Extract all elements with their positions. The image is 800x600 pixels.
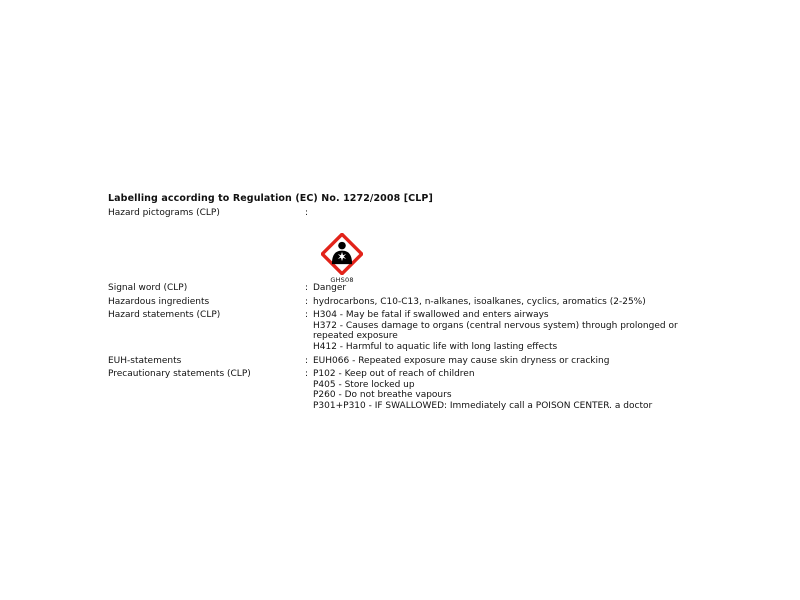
clp-labelling-section: [108, 193, 708, 412]
signal-word-row: [108, 283, 708, 294]
hazard-statements-row: [108, 310, 708, 352]
section-heading: Labelling according to Regulation (EC) No. 1272/2008 [CLP]: [108, 193, 433, 204]
precautionary-statements-label: Precautionary statements (CLP): [108, 369, 251, 380]
hazard-statements-label: Hazard statements (CLP): [108, 310, 221, 321]
hazardous-ingredients-label: Hazardous ingredients: [108, 296, 210, 307]
pictograms-colon: :: [305, 208, 309, 218]
precautionary-statement: P405 - Store locked up: [313, 379, 415, 390]
signal-word-label: Signal word (CLP): [108, 283, 188, 293]
euh-statements-colon: :: [305, 355, 309, 366]
hazardous-ingredients-row: [108, 297, 708, 308]
precautionary-statements-row: [108, 369, 708, 411]
ghs08-pictogram: [317, 233, 367, 286]
hazard-statement: H412 - Harmful to aquatic life with long lasting effects: [313, 341, 558, 352]
hazard-statement: H304 - May be fatal if swallowed and enters airways: [313, 310, 549, 321]
euh-statements-label: EUH-statements: [108, 355, 182, 366]
euh-statement-value: EUH066 - Repeated exposure may cause skin dryness or cracking: [313, 355, 610, 366]
health-hazard-icon: [321, 233, 363, 275]
hazardous-ingredients-value: hydrocarbons, C10-C13, n-alkanes, isoalkanes, cyclics, aromatics (2-25%): [313, 296, 646, 307]
signal-word-value: Danger: [313, 283, 347, 293]
precautionary-statement: P260 - Do not breathe vapours: [313, 390, 452, 401]
precautionary-statements-colon: :: [305, 369, 309, 380]
euh-statements-row: [108, 356, 708, 367]
precautionary-statement: P301+P310 - IF SWALLOWED: Immediately call a POISON CENTER. a doctor: [313, 400, 653, 411]
pictogram-code: GHS08: [330, 276, 354, 284]
signal-word-colon: :: [305, 283, 309, 293]
hazard-statements-colon: :: [305, 310, 309, 321]
pictograms-row: [108, 208, 708, 283]
hazard-statement: H372 - Causes damage to organs (central nervous system) through prolonged or repeated exposure: [313, 320, 678, 342]
pictograms-label: Hazard pictograms (CLP): [108, 208, 220, 218]
precautionary-statement: P102 - Keep out of reach of children: [313, 369, 475, 380]
hazardous-ingredients-colon: :: [305, 296, 309, 307]
